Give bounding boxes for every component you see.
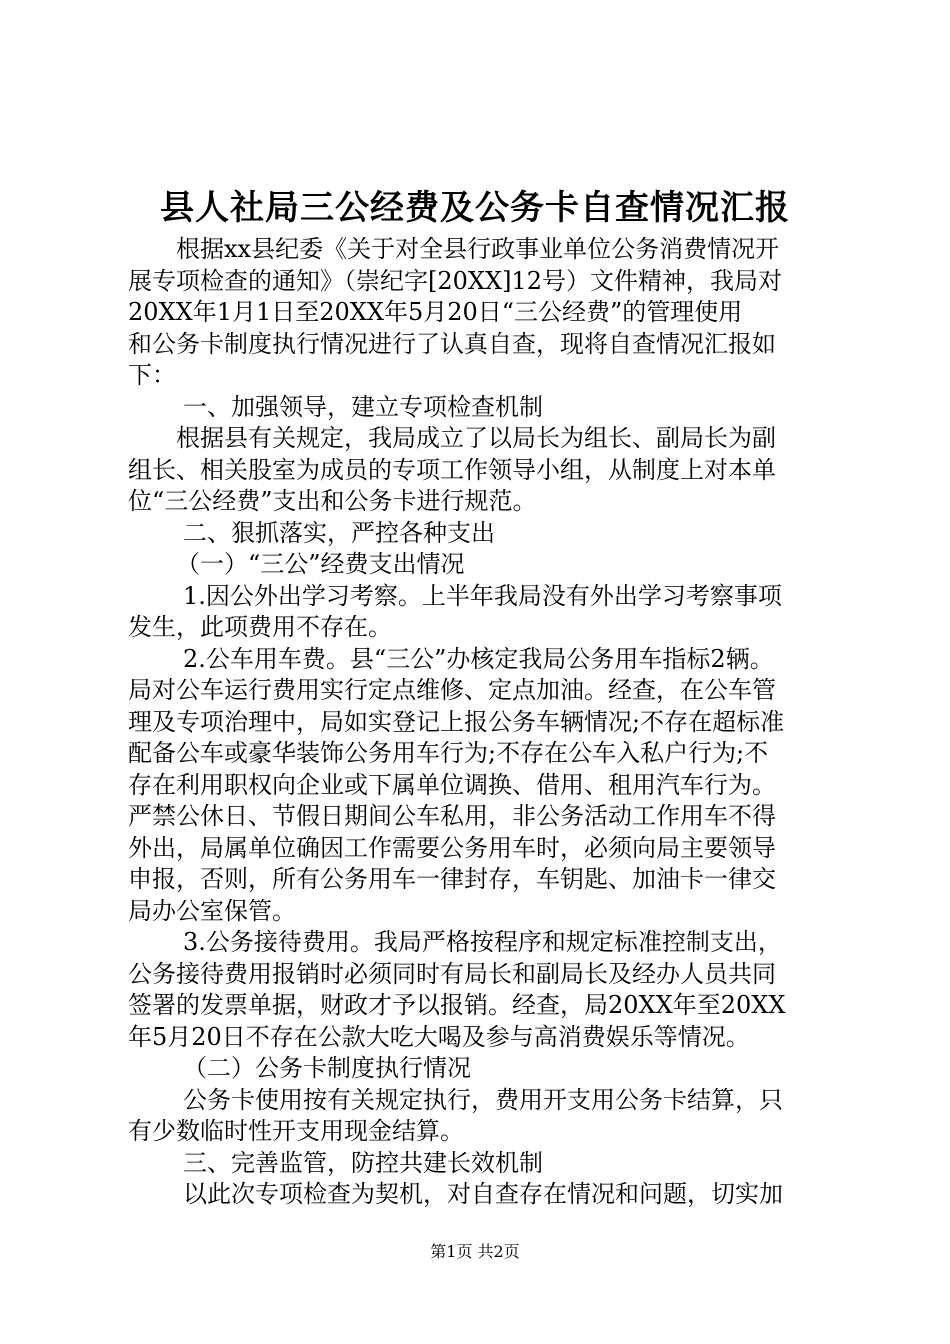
paragraph-line: 位“三公经费”支出和公务卡进行规范。	[128, 487, 537, 515]
paragraph-line: 配备公车或豪华装饰公务用车行为;不存在公车入私户行为;不	[128, 739, 769, 767]
paragraph-line: 以此次专项检查为契机，对自查存在情况和问题，切实加	[183, 1180, 783, 1208]
paragraph-line: 存在利用职权向企业或下属单位调换、借用、租用汽车行为。	[128, 770, 776, 799]
paragraph-line: 有少数临时性开支用现金结算。	[128, 1117, 464, 1145]
paragraph-line: 展专项检查的通知》（崇纪字[20XX]12号）文件精神，我局对	[128, 266, 782, 295]
section-heading: 一、加强领导，建立专项检查机制	[183, 392, 543, 421]
subsection-heading: （一）“三公”经费支出情况	[176, 550, 465, 578]
section-heading: 二、狠抓落实，严控各种支出	[183, 518, 495, 547]
paragraph-line: 根据县有关规定，我局成立了以局长为组长、副局长为副	[176, 424, 776, 452]
paragraph-line: 2.公车用车费。县“三公”办核定我局公务用车指标2辆。	[183, 644, 774, 673]
paragraph-line: 申报，否则，所有公务用车一律封存，车钥匙、加油卡一律交	[128, 865, 776, 893]
paragraph-line: 发生，此项费用不存在。	[128, 613, 392, 641]
paragraph-line: 组长、相关股室为成员的专项工作领导小组，从制度上对本单	[128, 455, 776, 484]
paragraph-line: 局办公室保管。	[128, 896, 296, 925]
document-body	[128, 234, 840, 1211]
paragraph-line: 20XX年1月1日至20XX年5月20日“三公经费”的管理使用	[128, 298, 743, 326]
paragraph-line: 公务接待费用报销时必须同时有局长和副局长及经办人员共同	[128, 959, 776, 988]
paragraph-line: 年5月20日不存在公款大吃大喝及参与高消费娱乐等情况。	[128, 1022, 750, 1051]
paragraph-line: 公务卡使用按有关规定执行，费用开支用公务卡结算，只	[183, 1085, 783, 1114]
document-title: 县人社局三公经费及公务卡自查情况汇报	[160, 188, 790, 228]
paragraph-line: 下：	[128, 361, 176, 389]
paragraph-line: 根据xx县纪委《关于对全县行政事业单位公务消费情况开	[176, 235, 780, 263]
paragraph-line: 理及专项治理中，局如实登记上报公务车辆情况;不存在超标准	[128, 707, 785, 736]
paragraph-line: 和公务卡制度执行情况进行了认真自查，现将自查情况汇报如	[128, 329, 776, 358]
page-number-footer: 第1页 共2页	[430, 1242, 520, 1261]
section-heading: 三、完善监管，防控共建长效机制	[183, 1148, 543, 1177]
paragraph-line: 1.因公外出学习考察。上半年我局没有外出学习考察事项	[183, 581, 782, 610]
paragraph-line: 3.公务接待费用。我局严格按程序和规定标准控制支出，	[183, 928, 782, 956]
paragraph-line: 签署的发票单据，财政才予以报销。经查，局20XX年至20XX	[128, 991, 786, 1019]
paragraph-line: 严禁公休日、节假日期间公车私用，非公务活动工作用车不得	[128, 802, 776, 830]
paragraph-line: 局对公车运行费用实行定点维修、定点加油。经查，在公车管	[128, 676, 776, 704]
paragraph-line: 外出，局属单位确因工作需要公务用车时，必须向局主要领导	[128, 833, 776, 862]
subsection-heading: （二）公务卡制度执行情况	[183, 1054, 471, 1082]
